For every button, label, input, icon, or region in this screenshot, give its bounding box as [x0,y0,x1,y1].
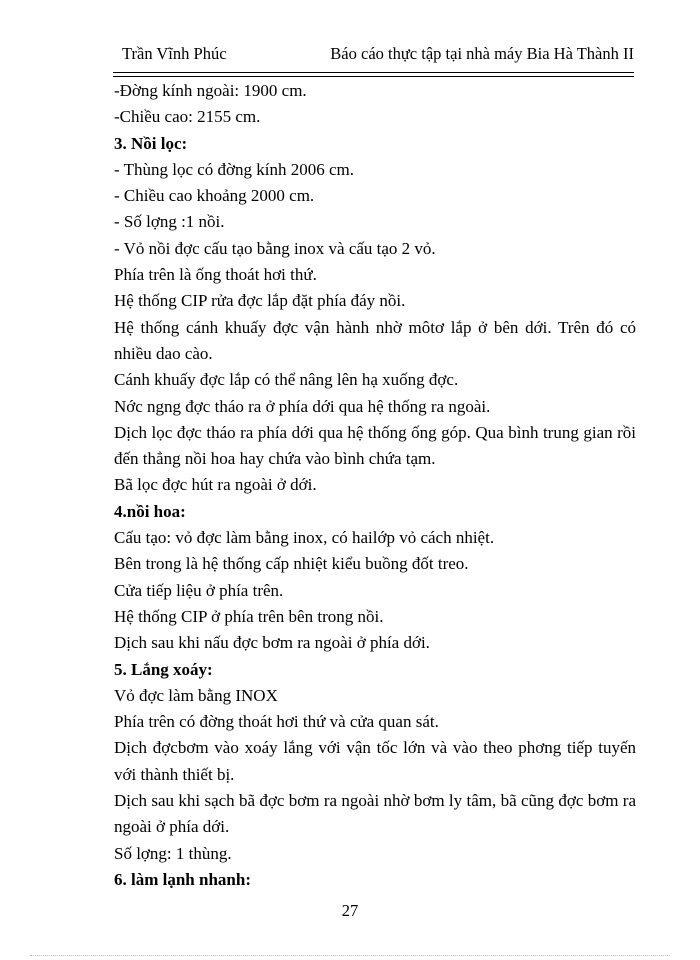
text-line: Phía trên là ống thoát hơi thứ. [114,265,317,285]
text-line: Số lợng: 1 thùng. [114,843,232,863]
section-heading: 5. Lắng xoáy: [114,659,213,679]
text-line: Hệ thống cánh khuấy đợc vận hành nhờ môtơ lắp ở bên dới. Trên đó có nhiều dao cào. [114,317,636,363]
text-line: Hệ thống CIP ở phía trên bên trong nồi. [114,606,384,626]
text-line: - Vỏ nồi đợc cấu tạo bằng inox và cấu tạo 2 vỏ. [114,238,436,258]
header-rule-bottom [113,76,634,77]
text-line: Dịch lọc đợc tháo ra phía dới qua hệ thống ống góp. Qua bình trung gian rồi đến thẳng nồi hoa hay chứa vào bình chứa tạm. [114,422,636,469]
text-line: Bên trong là hệ thống cấp nhiệt kiểu buồng đốt treo. [114,554,469,574]
text-line: - Thùng lọc có đờng kính 2006 cm. [114,159,355,179]
text-line: Dịch đợcbơm vào xoáy lắng với vận tốc lớn và vào theo phơng tiếp tuyến với thành thiết bị. [114,738,636,784]
text-line: Cửa tiếp liệu ở phía trên. [114,580,284,600]
text-line: Phía trên có đờng thoát hơi thứ và cửa quan sát. [114,712,439,732]
text-line: -Đờng kính ngoài: 1900 cm. [114,81,307,100]
text-line: Nớc ngng đợc tháo ra ở phía dới qua hệ thống ra ngoài. [114,396,491,416]
text-line: Bã lọc đợc hút ra ngoài ở dới. [114,475,317,495]
text-line: - Chiều cao khoảng 2000 cm. [114,186,315,206]
header-rule-top [113,72,634,73]
text-line: Dịch sau khi sạch bã đợc bơm ra ngoài nhờ bơm ly tâm, bã cũng đợc bơm ra ngoài ở phía dới. [114,791,636,837]
page-bottom-divider [30,955,670,956]
text-line: - Số lợng :1 nồi. [114,212,225,232]
text-line: Hệ thống CIP rửa đợc lắp đặt phía đáy nồi. [114,291,406,311]
text-line: -Chiều cao: 2155 cm. [114,107,261,127]
section-heading: 4.nồi hoa: [114,501,186,521]
header-author: Trần Vĩnh Phúc [122,44,227,63]
text-line: Cánh khuấy đợc lắp có thể nâng lên hạ xuống đợc. [114,370,459,390]
section-heading: 3. Nồi lọc: [114,133,188,153]
text-line: Dịch sau khi nấu đợc bơm ra ngoài ở phía dới. [114,633,430,653]
header-title: Báo cáo thực tập tại nhà máy Bia Hà Thành II [330,44,634,63]
page-number: 27 [341,901,359,920]
text-line: Cấu tạo: vỏ đợc làm bằng inox, có hailớp vỏ cách nhiệt. [114,528,495,548]
text-line: Vỏ đợc làm bằng INOX [114,685,278,705]
section-heading: 6. làm lạnh nhanh: [114,869,251,889]
page-header [122,44,634,66]
body-text [114,78,636,893]
